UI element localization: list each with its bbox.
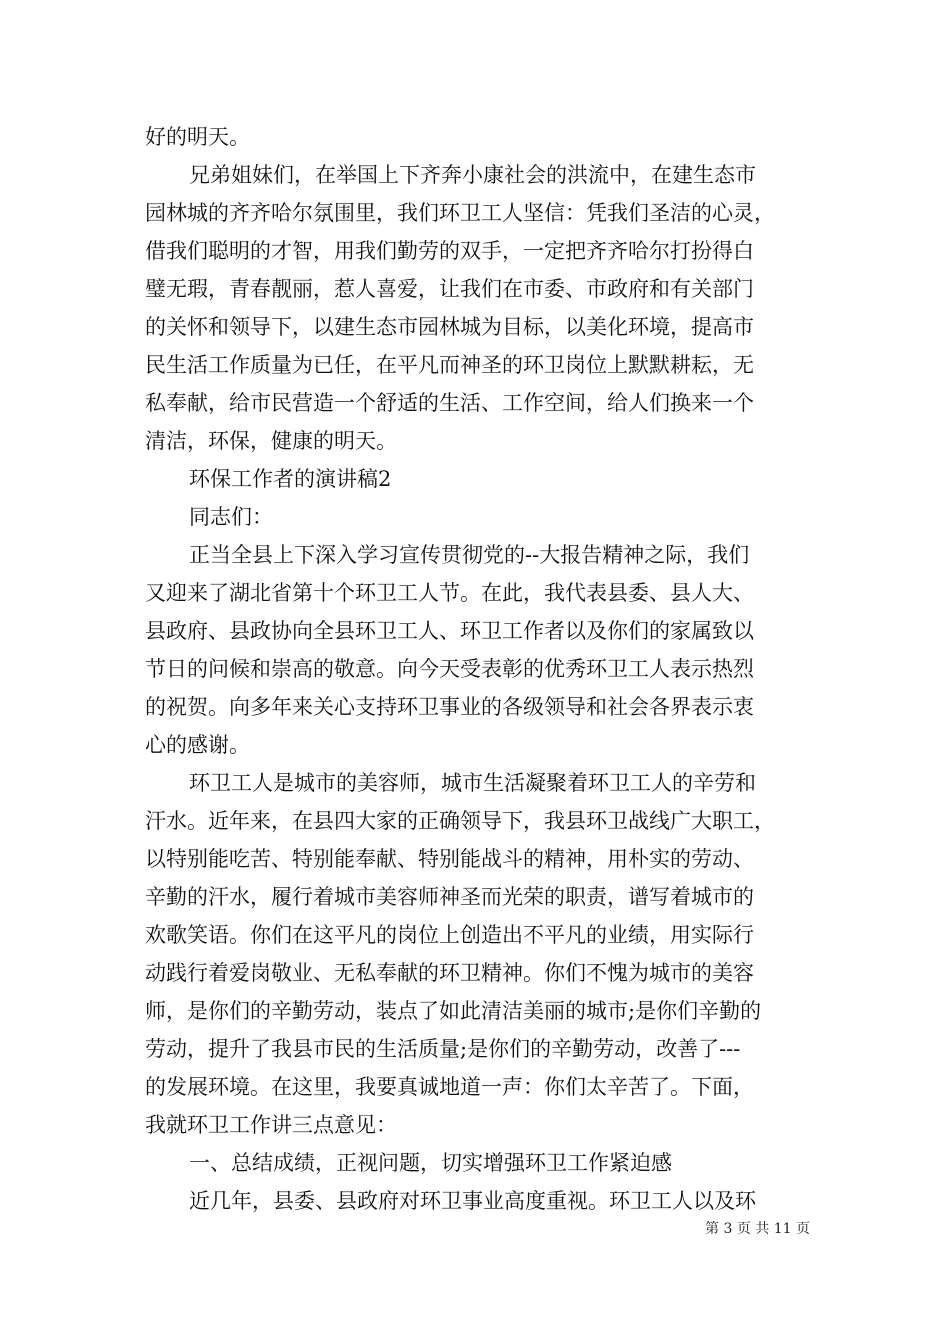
text-line: 欢歌笑语。你们在这平凡的岗位上创造出不平凡的业绩，用实际行 bbox=[145, 923, 754, 947]
text-line: 节日的问候和崇高的敬意。向今天受表彰的优秀环卫工人表示热烈 bbox=[145, 657, 754, 681]
text-line: 又迎来了湖北省第十个环卫工人节。在此，我代表县委、县人大、 bbox=[145, 581, 754, 605]
text-line: 民生活工作质量为已任，在平凡而神圣的环卫岗位上默默耕耘，无 bbox=[145, 353, 754, 377]
paragraph-start-line: 环卫工人是城市的美容师，城市生活凝聚着环卫工人的辛劳和 bbox=[189, 771, 756, 795]
text-line: 璧无瑕，青春靓丽，惹人喜爱，让我们在市委、市政府和有关部门 bbox=[145, 277, 754, 301]
text-line: 的发展环境。在这里，我要真诚地道一声：你们太辛苦了。下面， bbox=[145, 1075, 754, 1099]
paragraph-start-line: 正当全县上下深入学习宣传贯彻党的--大报告精神之际，我们 bbox=[189, 543, 750, 567]
text-line: 好的明天。 bbox=[145, 125, 250, 149]
text-line: 以特别能吃苦、特别能奉献、特别能战斗的精神，用朴实的劳动、 bbox=[145, 847, 754, 871]
text-line: 劳动，提升了我县市民的生活质量;是你们的辛勤劳动，改善了--- bbox=[145, 1037, 741, 1061]
salutation: 同志们： bbox=[189, 505, 273, 529]
paragraph-start-line: 近几年，县委、县政府对环卫事业高度重视。环卫工人以及环 bbox=[189, 1189, 756, 1213]
text-line: 的祝贺。向多年来关心支持环卫事业的各级领导和社会各界表示衷 bbox=[145, 695, 754, 719]
paragraph-start-line: 兄弟姐妹们，在举国上下齐奔小康社会的洪流中，在建生态市 bbox=[189, 163, 756, 187]
text-line: 私奉献，给市民营造一个舒适的生活、工作空间，给人们换来一个 bbox=[145, 391, 754, 415]
text-line: 清洁，环保，健康的明天。 bbox=[145, 429, 397, 453]
text-line: 辛勤的汗水，履行着城市美容师神圣而光荣的职责，谱写着城市的 bbox=[145, 885, 754, 909]
document-body bbox=[145, 118, 807, 1220]
text-line: 的关怀和领导下，以建生态市园林城为目标，以美化环境，提高市 bbox=[145, 315, 754, 339]
text-line: 县政府、县政协向全县环卫工人、环卫工作者以及你们的家属致以 bbox=[145, 619, 754, 643]
text-line: 师，是你们的辛勤劳动，装点了如此清洁美丽的城市;是你们辛勤的 bbox=[145, 999, 762, 1023]
text-line: 借我们聪明的才智，用我们勤劳的双手，一定把齐齐哈尔打扮得白 bbox=[145, 239, 754, 263]
section-heading: 一、总结成绩，正视问题，切实增强环卫工作紧迫感 bbox=[189, 1151, 672, 1175]
page-number: 第 3 页 共 11 页 bbox=[705, 1221, 810, 1237]
text-line: 动践行着爱岗敬业、无私奉献的环卫精神。你们不愧为城市的美容 bbox=[145, 961, 754, 985]
text-line: 园林城的齐齐哈尔氛围里，我们环卫工人坚信：凭我们圣洁的心灵， bbox=[145, 201, 775, 225]
text-line: 我就环卫工作讲三点意见： bbox=[145, 1113, 397, 1137]
text-line: 心的感谢。 bbox=[145, 733, 250, 757]
section-title: 环保工作者的演讲稿2 bbox=[189, 467, 392, 491]
text-line: 汗水。近年来，在县四大家的正确领导下，我县环卫战线广大职工， bbox=[145, 809, 775, 833]
